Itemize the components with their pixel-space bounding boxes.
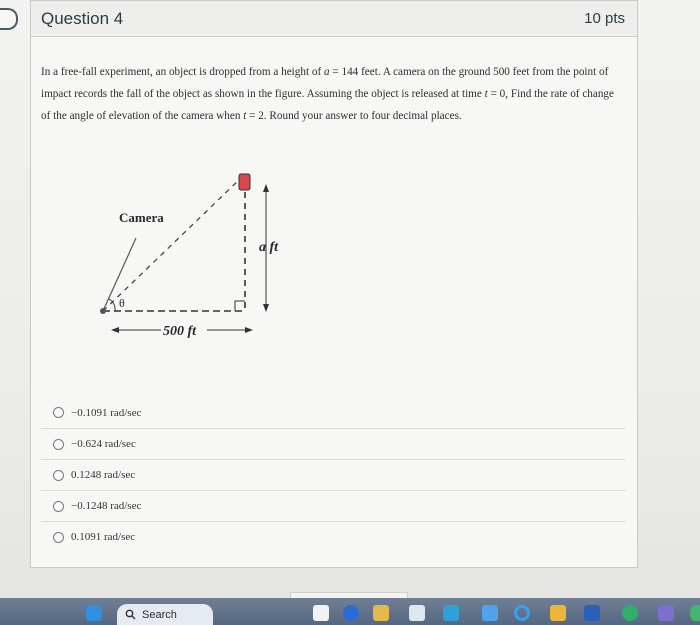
answer-option[interactable]	[41, 428, 626, 459]
angle-label: θ	[119, 296, 125, 310]
question-card	[30, 0, 638, 568]
angle-arc	[109, 299, 115, 311]
distance-arrow-right-head	[245, 327, 253, 333]
right-angle-mark	[235, 301, 245, 311]
height-arrow-down	[263, 304, 269, 312]
free-fall-figure	[81, 166, 281, 341]
radio-button[interactable]	[53, 532, 64, 543]
falling-object	[239, 174, 250, 190]
teams-icon[interactable]	[658, 605, 674, 621]
app-icon[interactable]	[343, 605, 359, 621]
question-text-part: = 2. Round your answer to four decimal places.	[246, 110, 462, 122]
collapse-tab-icon[interactable]	[0, 8, 18, 30]
sight-line	[103, 178, 241, 311]
height-arrow-up	[263, 184, 269, 192]
question-text-part: = 144 feet. A camera on the ground 500 feet from the point of impact records the fall of the object as shown in the figure. Assuming the object is released at time	[41, 66, 609, 100]
edge-icon[interactable]	[514, 605, 530, 621]
question-title: Question 4	[41, 8, 124, 28]
question-text-var: a	[324, 66, 330, 78]
answer-option[interactable]	[41, 397, 626, 428]
distance-arrow-left-head	[111, 327, 119, 333]
answer-option[interactable]	[41, 490, 626, 521]
radio-button[interactable]	[53, 407, 64, 418]
radio-button[interactable]	[53, 470, 64, 481]
search-label: Search	[142, 608, 177, 621]
question-text-var: t	[484, 88, 488, 100]
camera-label: Camera	[119, 210, 164, 225]
store-icon[interactable]	[373, 605, 389, 621]
word-icon[interactable]	[584, 605, 600, 621]
answer-option[interactable]	[41, 521, 626, 552]
distance-label: 500 ft	[163, 324, 197, 339]
answer-label: −0.1248 rad/sec	[71, 500, 142, 512]
answer-label: −0.1091 rad/sec	[71, 406, 142, 419]
extra-app-icon[interactable]	[690, 605, 700, 621]
radio-button[interactable]	[53, 439, 64, 450]
chrome-icon[interactable]	[622, 605, 638, 621]
folder-icon[interactable]	[550, 605, 566, 621]
answer-option[interactable]	[41, 459, 626, 490]
file-explorer-icon[interactable]	[313, 605, 329, 621]
start-icon[interactable]	[86, 605, 102, 621]
question-text-part: In a free-fall experiment, an object is dropped from a height of	[41, 66, 324, 78]
camera-point	[100, 308, 106, 314]
puzzle-icon[interactable]	[482, 605, 498, 621]
calendar-icon[interactable]	[443, 605, 459, 621]
radio-button[interactable]	[53, 501, 64, 512]
question-text	[41, 61, 623, 127]
question-text-part: = 0, Find the rate of change of the angle of elevation of the camera when	[41, 88, 614, 122]
search-icon	[125, 609, 136, 620]
answer-list	[41, 397, 626, 552]
question-points: 10 pts	[584, 10, 625, 27]
taskbar-search[interactable]	[117, 604, 213, 625]
height-label: a ft	[259, 240, 279, 255]
question-header	[31, 1, 637, 37]
answer-label: 0.1091 rad/sec	[71, 531, 136, 543]
answer-label: −0.624 rad/sec	[71, 438, 136, 450]
answer-label: 0.1248 rad/sec	[71, 469, 136, 481]
question-text-var: t	[243, 110, 247, 122]
tool-icon[interactable]	[409, 605, 425, 621]
